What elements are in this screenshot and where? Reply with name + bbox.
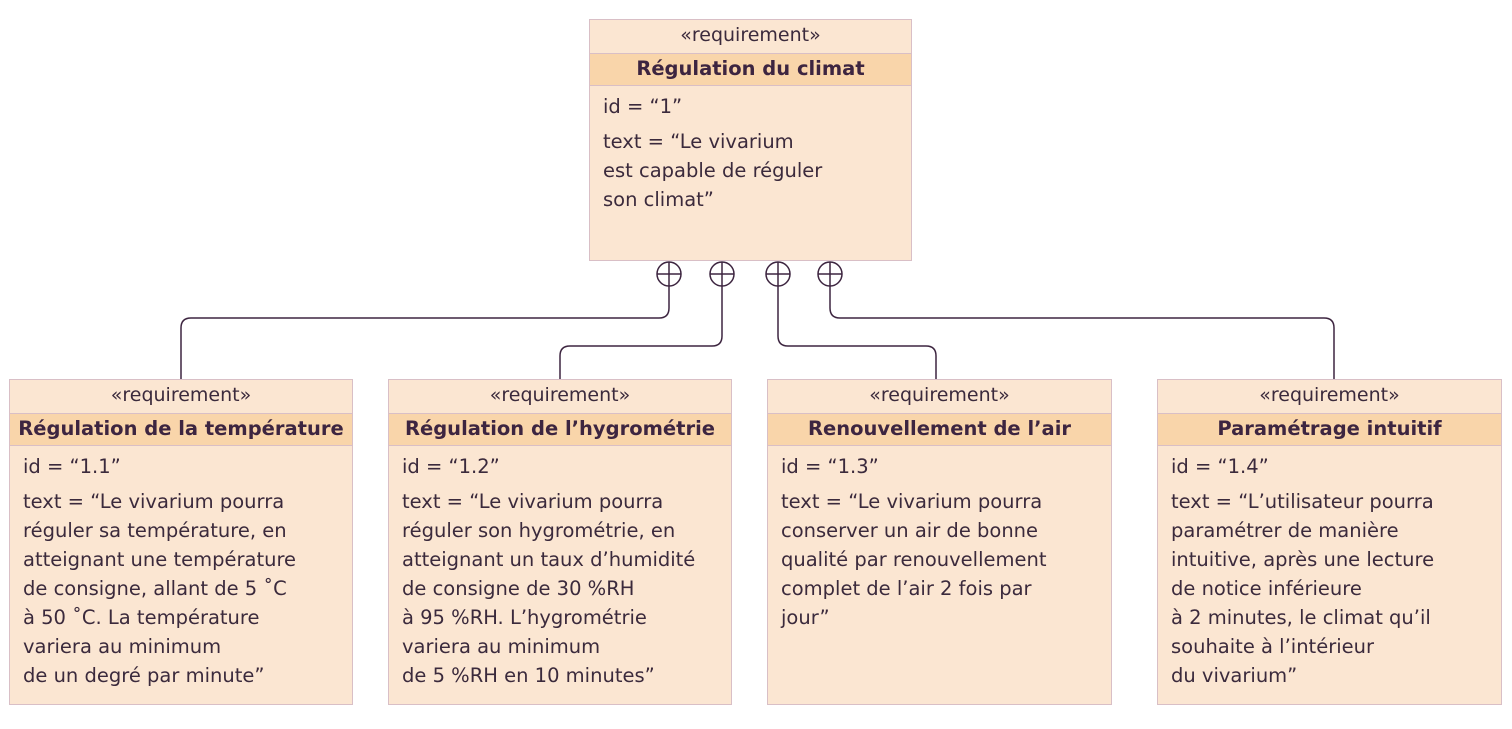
- requirement-text: text = “Le vivarium pourra conserver un air de bonne qualité par renouvellement complet de l’air 2 fois par jour”: [781, 490, 1047, 629]
- requirement-box-1-4[interactable]: [1157, 379, 1502, 705]
- stereotype-label: «requirement»: [680, 24, 821, 46]
- requirement-id: id = “1.1”: [23, 455, 121, 478]
- requirement-name: Renouvellement de l’air: [768, 413, 1111, 446]
- requirement-id: id = “1.4”: [1171, 455, 1269, 478]
- requirement-text: text = “L’utilisateur pourra paramétrer de manière intuitive, après une lecture de notice inférieure à 2 minutes, le climat qu’il souhaite à l’intérieur du vivarium”: [1171, 490, 1435, 687]
- link-1-1: [181, 286, 669, 380]
- stereotype-label: «requirement»: [489, 384, 631, 406]
- stereotype-label: «requirement»: [1259, 384, 1400, 406]
- requirement-text: text = “Le vivarium est capable de réguler son climat”: [603, 130, 823, 211]
- stereotype-label: «requirement»: [110, 384, 252, 406]
- containment-icon: [710, 262, 734, 286]
- requirement-box-root[interactable]: [589, 19, 912, 261]
- link-1-2: [560, 286, 722, 380]
- containment-icon: [766, 262, 790, 286]
- requirement-id: id = “1.3”: [781, 455, 879, 478]
- requirement-text: text = “Le vivarium pourra réguler sa température, en atteignant une température de consigne, allant de 5 ˚C à 50 ˚C. La température variera au minimum de un degré par minute”: [23, 490, 297, 687]
- requirement-name: Régulation de l’hygrométrie: [389, 413, 731, 446]
- requirement-box-1-1[interactable]: [9, 379, 353, 705]
- requirement-id: id = “1.2”: [402, 455, 500, 478]
- requirement-text: text = “Le vivarium pourra réguler son hygrométrie, en atteignant un taux d’humidité de consigne de 30 %RH à 95 %RH. L’hygrométrie variera au minimum de 5 %RH en 10 minutes”: [402, 490, 696, 687]
- requirement-name: Régulation du climat: [590, 53, 911, 86]
- requirement-box-1-3[interactable]: [767, 379, 1112, 705]
- requirement-name: Paramétrage intuitif: [1158, 413, 1501, 446]
- containment-icon: [818, 262, 842, 286]
- requirement-box-1-2[interactable]: [388, 379, 732, 705]
- requirement-id: id = “1”: [603, 95, 683, 118]
- link-1-4: [830, 286, 1334, 380]
- link-1-3: [778, 286, 936, 380]
- stereotype-label: «requirement»: [869, 384, 1010, 406]
- containment-icon: [657, 262, 681, 286]
- requirement-name: Régulation de la température: [10, 413, 352, 446]
